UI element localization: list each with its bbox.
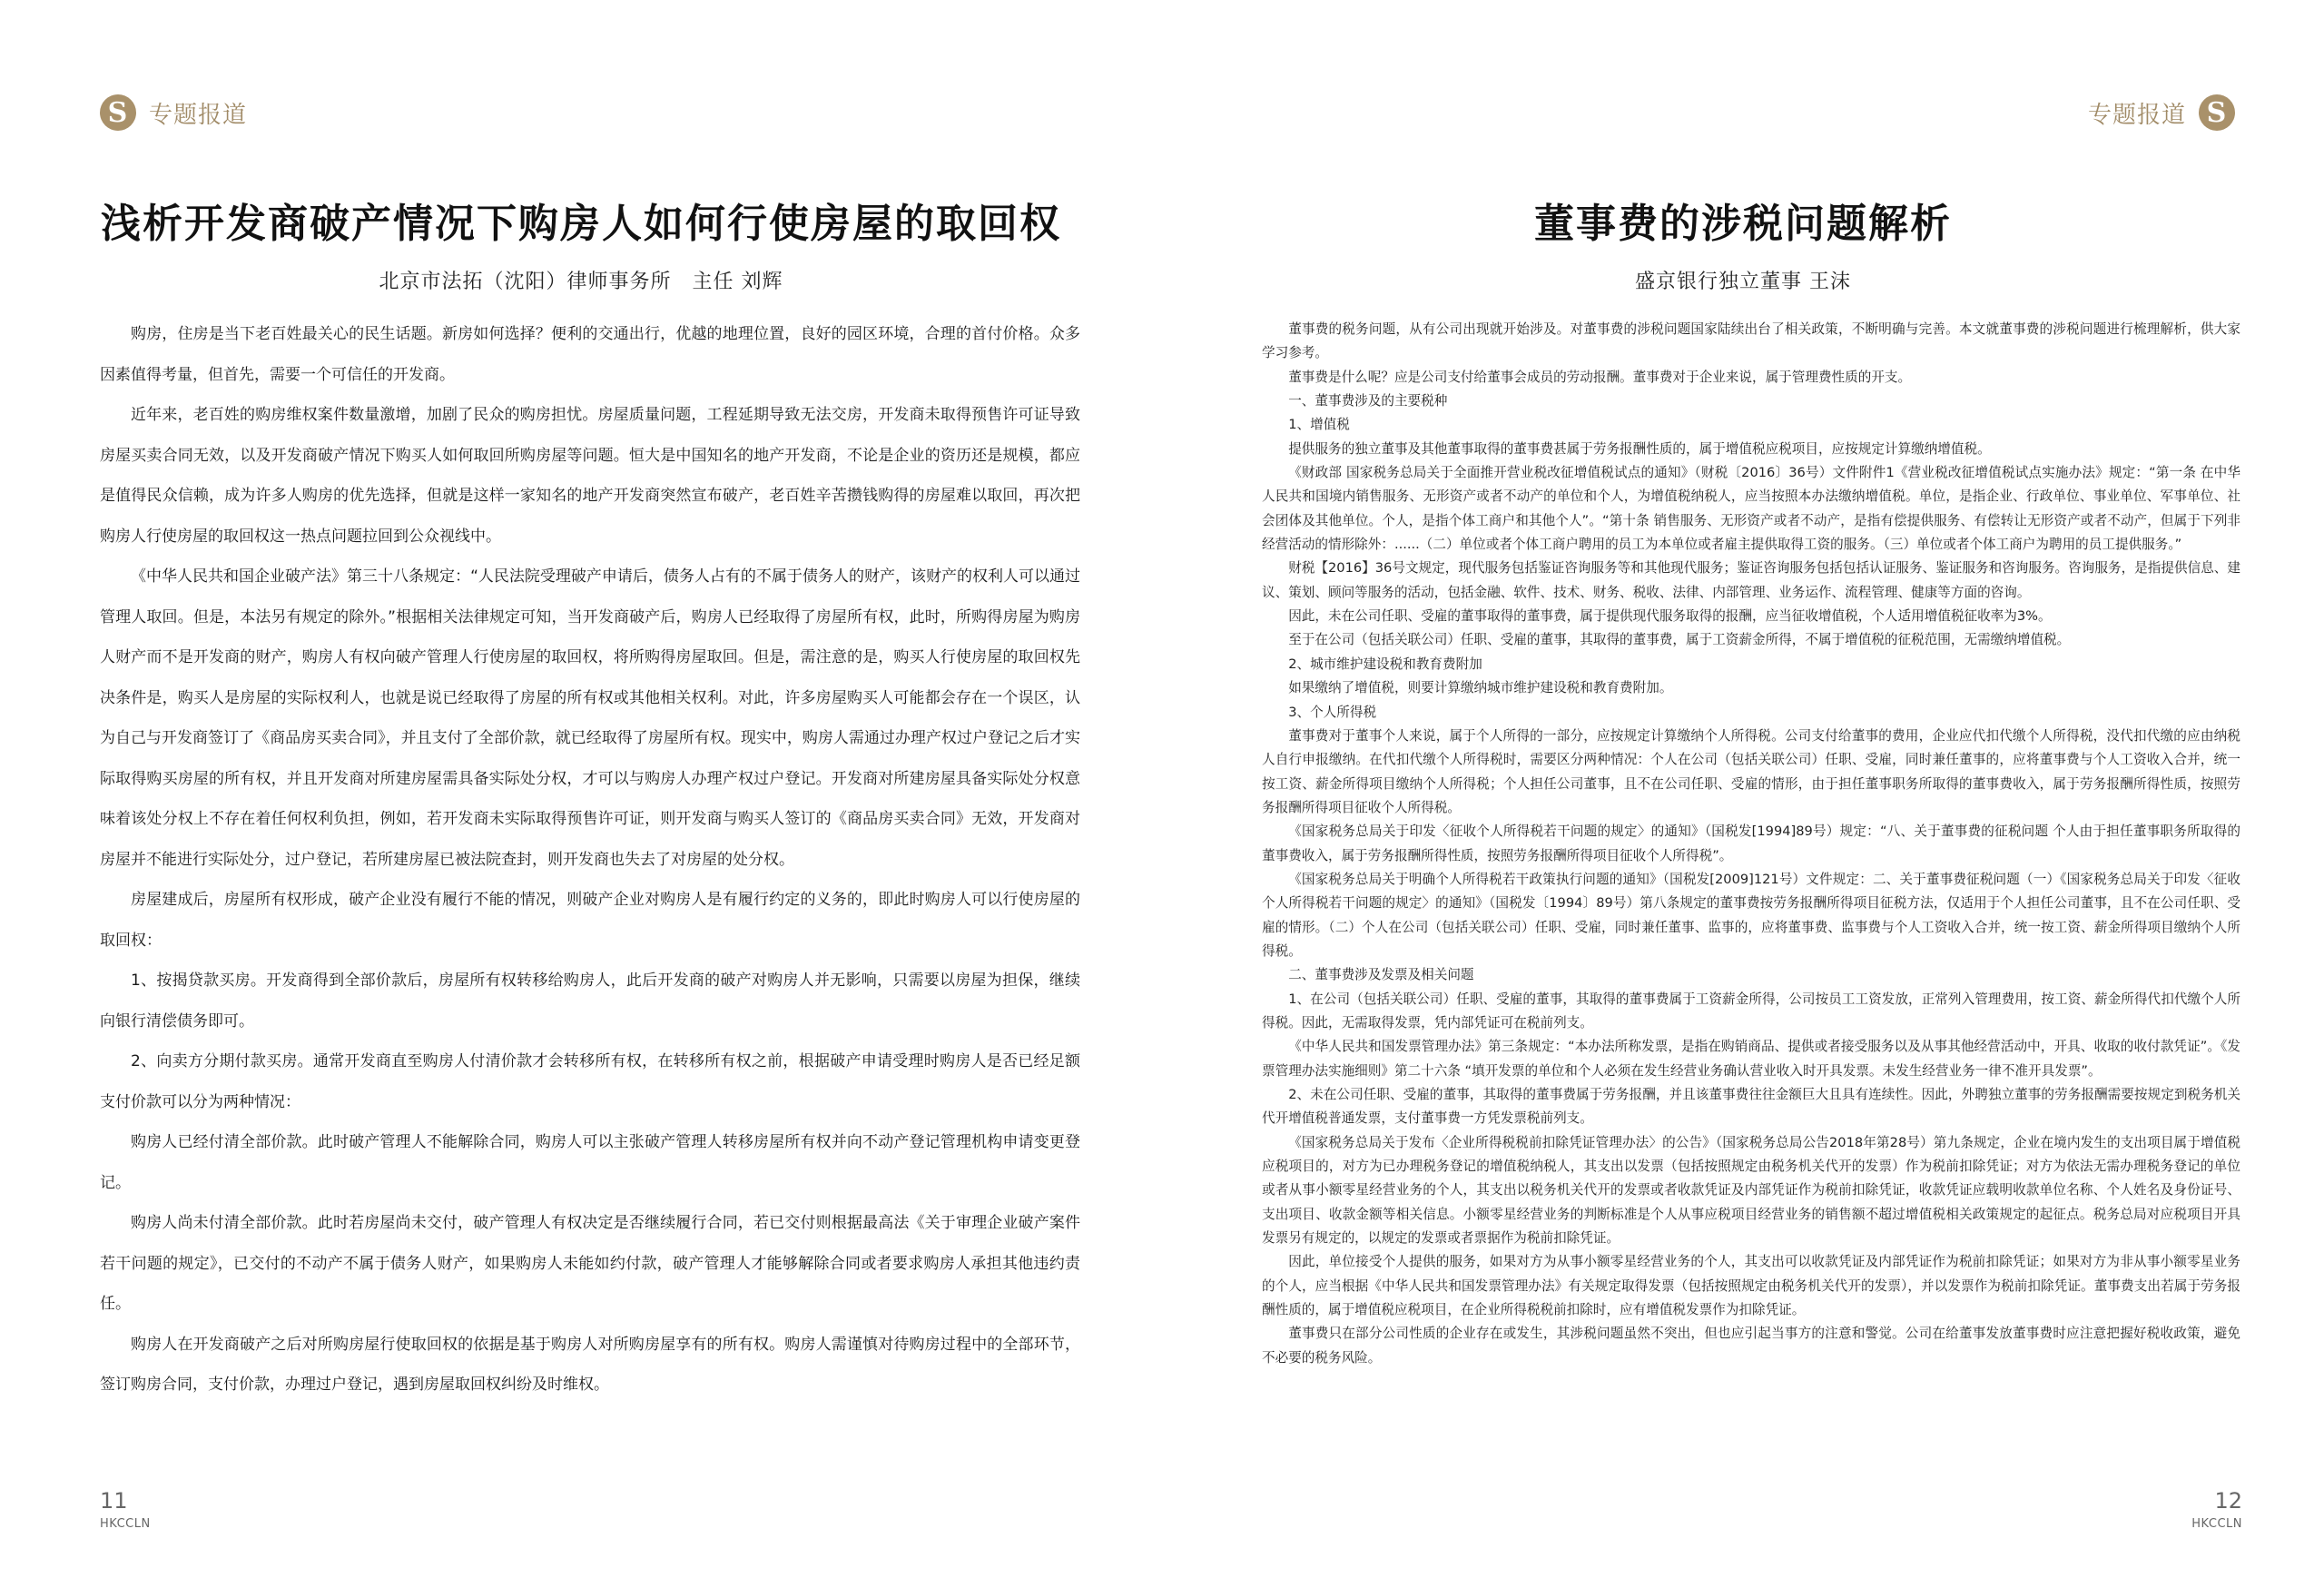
footer-label: HKCCLN [100,1517,151,1531]
paragraph: 购房，住房是当下老百姓最关心的民生话题。新房如何选择？便利的交通出行，优越的地理位置，良好的园区环境，合理的首付价格。众多因素值得考量，但首先，需要一个可信任的开发商。 [100,325,1080,384]
paragraph: 提供服务的独立董事及其他董事取得的董事费甚属于劳务报酬性质的，属于增值税应税项目，应按规定计算缴纳增值税。 [1288,440,1991,457]
page-number-value: 11 [100,1488,128,1514]
paragraph: 董事费对于董事个人来说，属于个人所得的一部分，应按规定计算缴纳个人所得税。公司支付给董事的费用，企业应代扣代缴个人所得税，没代扣代缴的应由纳税人自行申报缴纳。在代扣代缴个人所得税时，需要区分两种情况：个人在公司（包括关联公司）任职、受雇，同时兼任董事的，应将董事费与个人工资收入合并，统一按工资、薪金所得项目缴纳个人所得税；个人担任公司董事，且不在公司任职、受雇的情形，由于担任董事职务所取得的董事费收入，属于劳务报酬所得性质，按照劳务报酬所得项目征收个人所得税。 [1262,727,2240,815]
paragraph: 1、按揭贷款买房。开发商得到全部价款后，房屋所有权转移给购房人，此后开发商的破产对购房人并无影响，只需要以房屋为担保，继续向银行清偿债务即可。 [100,972,1080,1031]
article-author: 北京市法拓（沈阳）律师事务所 主任 刘辉 [379,271,783,293]
magazine-logo-icon: S [100,94,136,131]
page-number [2191,1489,2242,1536]
paragraph: 房屋建成后，房屋所有权形成，破产企业没有履行不能的情况，则破产企业对购房人是有履行约定的义务的，即此时购房人可以行使房屋的取回权： [100,891,1080,950]
subheading: 2、城市维护建设税和教育费附加 [1288,656,1482,672]
section-label: 专题报道 [149,101,248,129]
section-heading: 二、董事费涉及发票及相关问题 [1288,967,1474,983]
paragraph: 1、在公司（包括关联公司）任职、受雇的董事，其取得的董事费属于工资薪金所得，公司按员工工资发放，正常列入管理费用，按工资、薪金所得代扣代缴个人所得税。因此，无需取得发票，凭内部凭证可在税前列支。 [1262,991,2240,1031]
paragraph: 《中华人民共和国发票管理办法》第三条规定：“本办法所称发票，是指在购销商品、提供或者接受服务以及从事其他经营活动中，开具、收取的收付款凭证”。《发票管理办法实施细则》第二十六条 “填开发票的单位和个人必须在发生经营业务确认营业收入时开具发票。未发生经营业务一律不准开具发票”。 [1262,1039,2240,1079]
paragraph: 因此，未在公司任职、受雇的董事取得的董事费，属于提供现代服务取得的报酬，应当征收增值税，个人适用增值税征收率为3%。 [1288,608,2052,625]
paragraph: 《国家税务总局关于发布〈企业所得税税前扣除凭证管理办法〉的公告》（国家税务总局公告2018年第28号）第九条规定，企业在境内发生的支出项目属于增值税应税项目的，对方为已办理税务登记的增值税纳税人，其支出以发票（包括按照规定由税务机关代开的发票）作为税前扣除凭证；对方为依法无需办理税务登记的单位或者从事小额零星经营业务的个人，其支出以税务机关代开的发票或者收款凭证及内部凭证作为税前扣除凭证，收款凭证应载明收款单位名称、个人姓名及身份证号、支出项目、收款金额等相关信息。小额零星经营业务的判断标准是个人从事应税项目经营业务的销售额不超过增值税相关政策规定的起征点。税务总局对应税项目开具发票另有规定的，以规定的发票或者票据作为税前扣除凭证。 [1262,1134,2240,1247]
paragraph: 《中华人民共和国企业破产法》第三十八条规定：“人民法院受理破产申请后，债务人占有的不属于债务人的财产，该财产的权利人可以通过管理人取回。但是，本法另有规定的除外。”根据相关法律规定可知，当开发商破产后，购房人已经取得了房屋所有权，此时，所购得房屋为购房人财产而不是开发商的财产，购房人有权向破产管理人行使房屋的取回权，将所购得房屋取回。但是，需注意的是，购买人行使房屋的取回权先决条件是，购买人是房屋的实际权利人，也就是说已经取得了房屋的所有权或其他相关权利。对此，许多房屋购买人可能都会存在一个误区，认为自己与开发商签订了《商品房买卖合同》，并且支付了全部价款，就已经取得了房屋所有权。现实中，购房人需通过办理产权过户登记之后才实际取得购买房屋的所有权，并且开发商对所建房屋需具备实际处分权，才可以与购房人办理产权过户登记。开发商对所建房屋具备实际处分权意味着该处分权上不存在着任何权利负担，例如，若开发商未实际取得预售许可证，则开发商与购买人签订的《商品房买卖合同》无效，开发商对房屋并不能进行实际处分，过户登记，若所建房屋已被法院查封，则开发商也失去了对房屋的处分权。 [100,567,1080,869]
section-label: 专题报道 [2087,101,2186,129]
page-number-value: 12 [2214,1488,2242,1514]
section-header [2088,94,2235,131]
subheading: 1、增值税 [1288,417,1350,433]
right-page [1162,0,2324,1588]
section-header [100,94,247,131]
paragraph: 购房人在开发商破产之后对所购房屋行使取回权的依据是基于购房人对所购房屋享有的所有权。购房人需谨慎对待购房过程中的全部环节，签订购房合同，支付价款，办理过户登记，遇到房屋取回权纠纷及时维权。 [100,1335,1080,1394]
footer-label: HKCCLN [2191,1517,2242,1531]
paragraph: 《财政部 国家税务总局关于全面推开营业税改征增值税试点的通知》（财税〔2016〕36号）文件附件1《营业税改征增值税试点实施办法》规定：“第一条 在中华人民共和国境内销售服务、无形资产或者不动产的单位和个人，为增值税纳税人，应当按照本办法缴纳增值税。单位，是指企业、行政单位、事业单位、军事单位、社会团体及其他单位。个人，是指个体工商户和其他个人”。“第十条 销售服务、无形资产或者不动产，是指有偿提供服务、有偿转让无形资产或者不动产，但属于下列非经营活动的情形除外：......（二）单位或者个体工商户聘用的员工为本单位或者雇主提供取得工资的服务。（三）单位或者个体工商户为聘用的员工提供服务。” [1262,465,2240,553]
paragraph: 近年来，老百姓的购房维权案件数量激增，加剧了民众的购房担忧。房屋质量问题，工程延期导致无法交房，开发商未取得预售许可证导致房屋买卖合同无效，以及开发商破产情况下购买人如何取回所购房屋等问题。恒大是中国知名的地产开发商，不论是企业的资历还是规模，都应是值得民众信赖，成为许多人购房的优先选择，但就是这样一家知名的地产开发商突然宣布破产，老百姓辛苦攒钱购得的房屋难以取回，再次把购房人行使房屋的取回权这一热点问题拉回到公众视线中。 [100,406,1080,546]
section-heading: 一、董事费涉及的主要税种 [1288,393,1448,409]
paragraph: 董事费是什么呢？应是公司支付给董事会成员的劳动报酬。董事费对于企业来说，属于管理费性质的开支。 [1288,369,1912,385]
article-author: 盛京银行独立董事 王沫 [1635,271,1851,293]
paragraph: 2、未在公司任职、受雇的董事，其取得的董事费属于劳务报酬，并且该董事费往往金额巨大且具有连续性。因此，外聘独立董事的劳务报酬需要按规定到税务机关代开增值税普通发票，支付董事费一方凭发票税前列支。 [1262,1087,2240,1127]
paragraph: 如果缴纳了增值税，则要计算缴纳城市维护建设税和教育费附加。 [1288,680,1673,696]
paragraph: 购房人尚未付清全部价款。此时若房屋尚未交付，破产管理人有权决定是否继续履行合同，若已交付则根据最高法《关于审理企业破产案件若干问题的规定》，已交付的不动产不属于债务人财产，如果购房人未能如约付款，破产管理人才能够解除合同或者要求购房人承担其他违约责任。 [100,1214,1080,1313]
paragraph: 董事费的税务问题，从有公司出现就开始涉及。对董事费的涉税问题国家陆续出台了相关政策，不断明确与完善。本文就董事费的涉税问题进行梳理解析，供大家学习参考。 [1262,321,2240,361]
subheading: 3、个人所得税 [1288,704,1377,720]
paragraph: 《国家税务总局关于印发〈征收个人所得税若干问题的规定〉的通知》（国税发[1994]89号）规定：“八、关于董事费的征税问题 个人由于担任董事职务所取得的董事费收入，属于劳务报酬所得性质，按照劳务报酬所得项目征收个人所得税”。 [1262,824,2240,863]
paragraph: 财税【2016】36号文规定，现代服务包括鉴证咨询服务等和其他现代服务；鉴证咨询服务包括包括认证服务、鉴证服务和咨询服务。咨询服务，是指提供信息、建议、策划、顾问等服务的活动，包括金融、软件、技术、财务、税收、法律、内部管理、业务运作、流程管理、健康等方面的咨询。 [1262,560,2240,600]
paragraph: 2、向卖方分期付款买房。通常开发商直至购房人付清价款才会转移所有权，在转移所有权之前，根据破产申请受理时购房人是否已经足额支付价款可以分为两种情况： [100,1052,1080,1111]
paragraph: 至于在公司（包括关联公司）任职、受雇的董事，其取得的董事费，属于工资薪金所得，不属于增值税的征税范围，无需缴纳增值税。 [1288,632,2071,648]
page-number [100,1489,151,1536]
paragraph: 董事费只在部分公司性质的企业存在或发生，其涉税问题虽然不突出，但也应引起当事方的注意和警觉。公司在给董事发放董事费时应注意把握好税收政策，避免不必要的税务风险。 [1262,1326,2240,1366]
article-body [100,314,1080,1406]
article-title: 浅析开发商破产情况下购房人如何行使房屋的取回权 [101,201,1061,247]
paragraph: 《国家税务总局关于明确个人所得税若干政策执行问题的通知》（国税发[2009]121号）文件规定：二、关于董事费征税问题（一）《国家税务总局关于印发〈征收个人所得税若干问题的规定〉的通知》（国税发〔1994〕89号）第八条规定的董事费按劳务报酬所得项目征税方法，仅适用于个人担任公司董事，且不在公司任职、受雇的情形。（二）个人在公司（包括关联公司）任职、受雇，同时兼任董事、监事的，应将董事费、监事费与个人工资收入合并，统一按工资、薪金所得项目缴纳个人所得税。 [1262,871,2240,959]
article-body [1262,318,2240,1370]
paragraph: 因此，单位接受个人提供的服务，如果对方为从事小额零星经营业务的个人，其支出可以收款凭证及内部凭证作为税前扣除凭证；如果对方为非从事小额零星业务的个人，应当根据《中华人民共和国发票管理办法》有关规定取得发票（包括按照规定由税务机关代开的发票），并以发票作为税前扣除凭证。董事费支出若属于劳务报酬性质的，属于增值税应税项目，在企业所得税税前扣除时，应有增值税发票作为扣除凭证。 [1262,1254,2240,1318]
article-title: 董事费的涉税问题解析 [1534,201,1952,247]
magazine-logo-icon: S [2199,94,2235,131]
paragraph: 购房人已经付清全部价款。此时破产管理人不能解除合同，购房人可以主张破产管理人转移房屋所有权并向不动产登记管理机构申请变更登记。 [100,1133,1080,1192]
